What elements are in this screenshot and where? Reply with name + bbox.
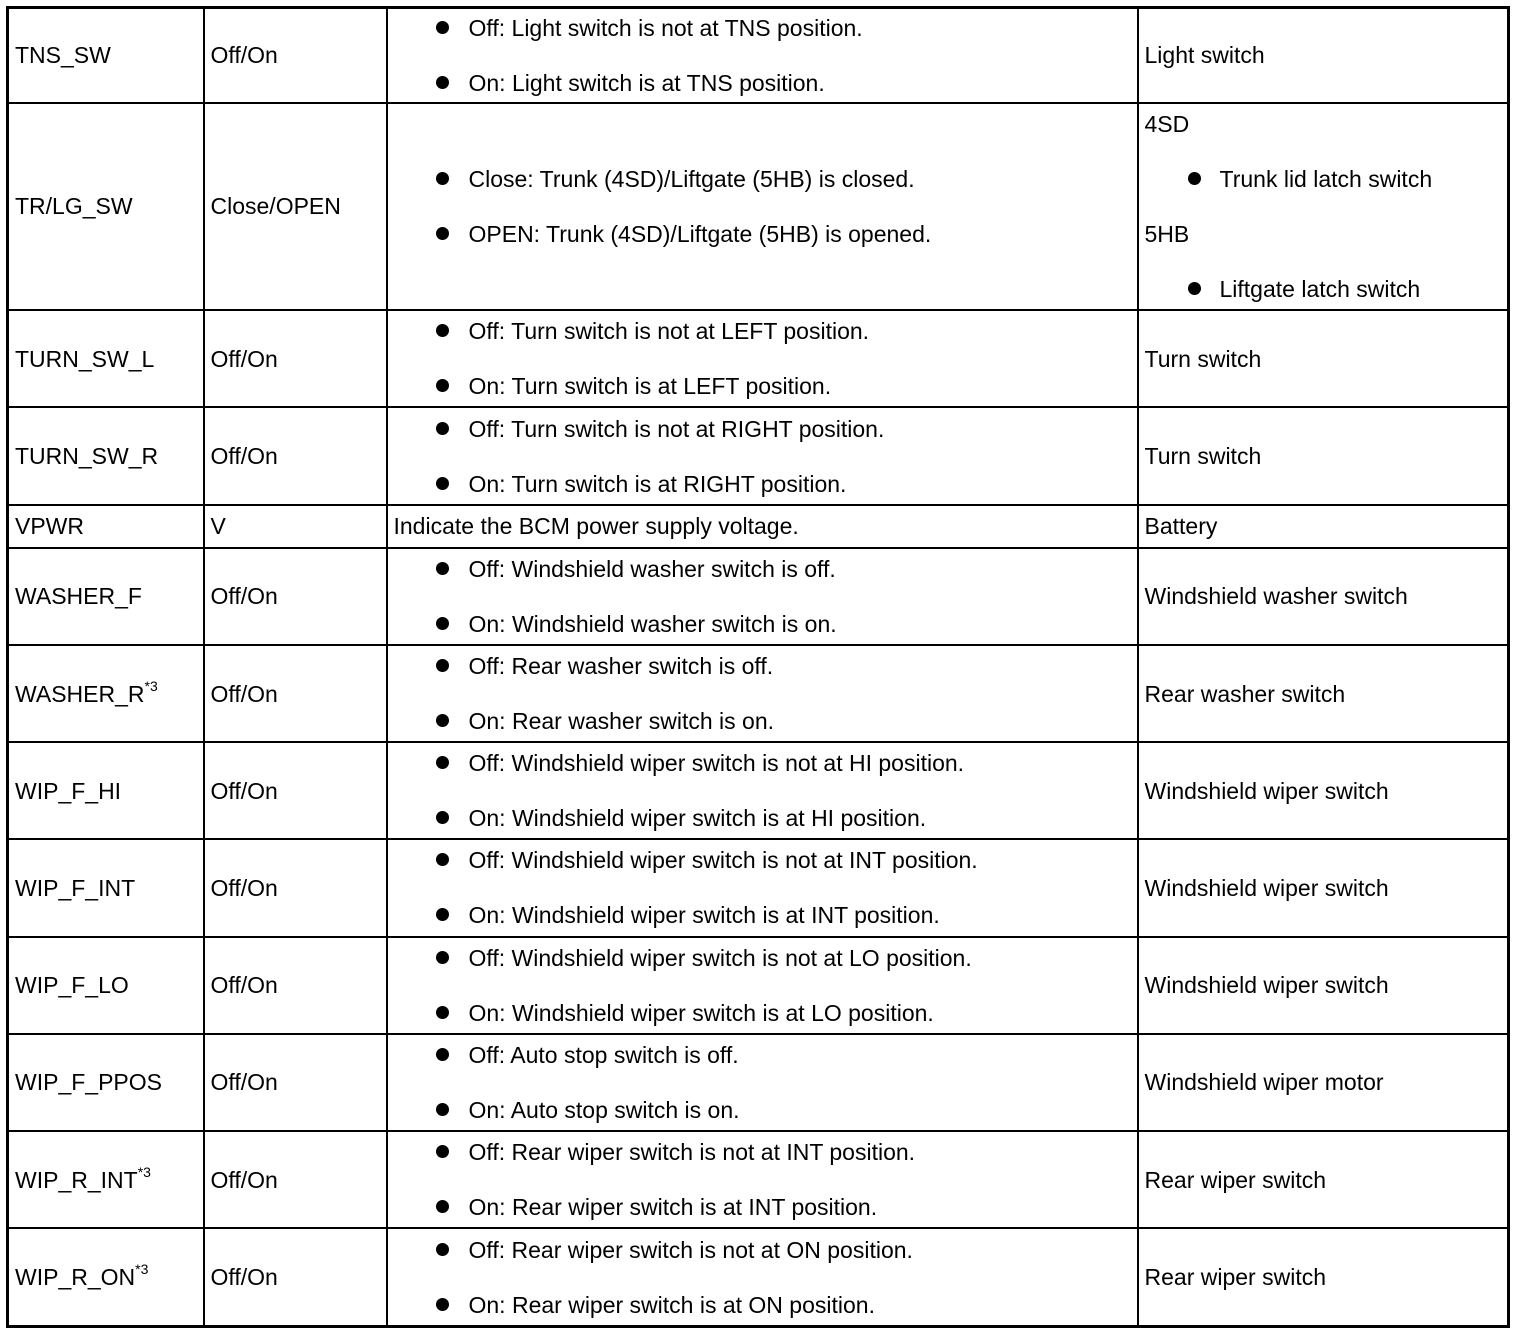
description-text: Close: Trunk (4SD)/Liftgate (5HB) is closed. [468, 165, 915, 192]
value-cell [204, 839, 387, 936]
location-cell [1138, 103, 1509, 310]
value-range: Off/On [210, 680, 278, 707]
value-cell [204, 1034, 387, 1131]
description-list [394, 166, 1131, 247]
list-item [394, 556, 1131, 582]
item-cell [8, 1034, 204, 1131]
bullet-icon [436, 477, 449, 490]
bullet-icon [436, 1298, 449, 1311]
location-text: Windshield wiper switch [1144, 972, 1389, 999]
table-row [8, 548, 1509, 645]
bullet-icon [436, 1048, 449, 1061]
item-cell [8, 1131, 204, 1228]
bullet-icon [436, 1200, 449, 1213]
bullet-icon [436, 76, 449, 89]
description-text: On: Turn switch is at LEFT position. [468, 373, 832, 400]
description-text: Off: Windshield wiper switch is not at LO position. [468, 944, 972, 971]
item-cell [8, 505, 204, 548]
description-list [394, 847, 1131, 928]
list-item [394, 653, 1131, 679]
location-text: Trunk lid latch switch [1219, 165, 1433, 192]
bullet-icon [436, 951, 449, 964]
location-list [1145, 276, 1502, 302]
description-text: On: Windshield wiper switch is at LO position. [468, 999, 934, 1026]
item-name: WIP_F_INT [15, 874, 136, 901]
description-cell [387, 1034, 1138, 1131]
table-row [8, 1131, 1509, 1228]
list-item [394, 221, 1131, 247]
description-list [394, 653, 1131, 734]
description-list [394, 556, 1131, 637]
list-item [394, 1139, 1131, 1165]
table-row [8, 505, 1509, 548]
item-name: WASHER_F [15, 583, 142, 610]
item-name: TNS_SW [15, 42, 111, 69]
item-name: WIP_F_PPOS [15, 1069, 162, 1096]
bullet-icon [436, 714, 449, 727]
location-cell [1138, 937, 1509, 1034]
location-group-label: 5HB [1144, 220, 1190, 247]
location-cell [1138, 407, 1509, 504]
item-name: WIP_F_LO [15, 972, 129, 999]
description-cell [387, 8, 1138, 103]
bullet-icon [436, 1103, 449, 1116]
bullet-icon [436, 1006, 449, 1019]
item-name: WIP_R_INT [15, 1166, 138, 1193]
bullet-icon [436, 1145, 449, 1158]
description-list [394, 1139, 1131, 1220]
item-cell [8, 742, 204, 839]
bullet-icon [436, 324, 449, 337]
location-text: Rear wiper switch [1144, 1264, 1326, 1291]
value-cell [204, 645, 387, 742]
list-item [394, 1042, 1131, 1068]
value-cell [204, 742, 387, 839]
list-item [394, 1237, 1131, 1263]
table-row [8, 1228, 1509, 1326]
value-cell [204, 310, 387, 407]
bullet-icon [436, 227, 449, 240]
value-range: Off/On [210, 972, 278, 999]
value-range: Off/On [210, 443, 278, 469]
description-text: On: Light switch is at TNS position. [468, 69, 825, 96]
location-text: Light switch [1144, 42, 1265, 69]
list-item [394, 1000, 1131, 1026]
description-cell [387, 645, 1138, 742]
value-range: Close/OPEN [210, 193, 341, 220]
value-cell [204, 8, 387, 103]
description-cell [387, 407, 1138, 504]
description-list [394, 750, 1131, 831]
description-cell [387, 310, 1138, 407]
list-item [394, 750, 1131, 776]
value-range: Off/On [210, 583, 278, 610]
table-body [8, 8, 1509, 1327]
data-monitor-table [6, 6, 1510, 1328]
location-text: Rear wiper switch [1144, 1166, 1326, 1193]
location-group [1145, 221, 1502, 302]
bullet-icon [436, 659, 449, 672]
value-range: Off/On [210, 42, 278, 69]
description-text: Off: Windshield washer switch is off. [468, 555, 836, 582]
table-row [8, 310, 1509, 407]
item-name: TR/LG_SW [15, 193, 133, 220]
footnote-ref: *3 [144, 677, 158, 694]
bullet-icon [436, 756, 449, 769]
location-text: Windshield wiper motor [1144, 1069, 1384, 1096]
list-item [394, 1194, 1131, 1220]
description-text: On: Turn switch is at RIGHT position. [468, 470, 847, 497]
description-cell [387, 548, 1138, 645]
table-row [8, 8, 1509, 103]
description-cell [387, 103, 1138, 310]
list-item [394, 70, 1131, 96]
description-text: Off: Windshield wiper switch is not at HI position. [468, 750, 965, 777]
list-item [394, 471, 1131, 497]
description-text: Indicate the BCM power supply voltage. [393, 513, 799, 540]
description-list [394, 1042, 1131, 1123]
bullet-icon [1188, 172, 1201, 185]
location-text: Windshield wiper switch [1144, 777, 1389, 804]
bullet-icon [436, 617, 449, 630]
description-text: Off: Rear wiper switch is not at ON position. [468, 1236, 913, 1263]
description-text: Off: Light switch is not at TNS position. [468, 14, 863, 41]
description-text: On: Windshield wiper switch is at INT position. [468, 902, 940, 929]
list-item [394, 416, 1131, 442]
location-cell [1138, 548, 1509, 645]
list-item [394, 945, 1131, 971]
value-range: V [210, 513, 226, 540]
location-cell [1138, 1131, 1509, 1228]
item-cell [8, 310, 204, 407]
list-item [394, 166, 1131, 192]
list-item [394, 902, 1131, 928]
description-list [394, 318, 1131, 399]
location-text: Turn switch [1144, 345, 1262, 372]
location-text: Turn switch [1144, 443, 1262, 469]
item-cell [8, 407, 204, 504]
location-text: Windshield wiper switch [1144, 874, 1389, 901]
list-item [394, 15, 1131, 41]
list-item [394, 373, 1131, 399]
location-cell [1138, 310, 1509, 407]
item-cell [8, 937, 204, 1034]
location-cell [1138, 839, 1509, 936]
location-cell [1138, 1034, 1509, 1131]
description-cell [387, 1228, 1138, 1326]
location-text: Windshield washer switch [1144, 583, 1408, 610]
description-text: On: Rear washer switch is on. [468, 708, 775, 735]
location-cell [1138, 8, 1509, 103]
description-text: OPEN: Trunk (4SD)/Liftgate (5HB) is opened. [468, 220, 932, 247]
description-cell [387, 742, 1138, 839]
location-cell [1138, 1228, 1509, 1326]
list-item [394, 847, 1131, 873]
footnote-ref: *3 [137, 1163, 151, 1180]
description-cell [387, 505, 1138, 548]
description-cell [387, 1131, 1138, 1228]
item-name: TURN_SW_L [15, 345, 155, 372]
item-cell [8, 1228, 204, 1326]
value-range: Off/On [210, 1166, 278, 1193]
list-item [394, 318, 1131, 344]
item-cell [8, 548, 204, 645]
description-text: Off: Windshield wiper switch is not at INT position. [468, 847, 978, 874]
bullet-icon [436, 422, 449, 435]
bullet-icon [436, 562, 449, 575]
location-cell [1138, 645, 1509, 742]
location-text: Liftgate latch switch [1219, 275, 1421, 302]
bullet-icon [1188, 282, 1201, 295]
list-item [394, 708, 1131, 734]
bullet-icon [436, 1243, 449, 1256]
description-text: On: Rear wiper switch is at ON position. [468, 1291, 875, 1318]
value-cell [204, 1131, 387, 1228]
item-cell [8, 103, 204, 310]
item-cell [8, 8, 204, 103]
list-item [394, 1097, 1131, 1123]
list-item [1145, 166, 1502, 192]
item-name: VPWR [15, 513, 84, 540]
table-row [8, 645, 1509, 742]
bullet-icon [436, 21, 449, 34]
location-group [1145, 111, 1502, 192]
item-name: WIP_F_HI [15, 777, 122, 804]
table-row [8, 103, 1509, 310]
bullet-icon [436, 379, 449, 392]
table-row [8, 742, 1509, 839]
value-range: Off/On [210, 345, 278, 372]
value-cell [204, 1228, 387, 1326]
description-text: On: Rear wiper switch is at INT position. [468, 1194, 878, 1221]
item-cell [8, 645, 204, 742]
table-row [8, 1034, 1509, 1131]
value-range: Off/On [210, 1264, 278, 1291]
description-text: Off: Auto stop switch is off. [468, 1041, 739, 1068]
value-range: Off/On [210, 1069, 278, 1096]
description-text: On: Auto stop switch is on. [468, 1096, 740, 1123]
description-text: Off: Rear washer switch is off. [468, 653, 774, 680]
location-group-label: 4SD [1144, 110, 1190, 137]
value-cell [204, 548, 387, 645]
description-list [394, 1237, 1131, 1318]
bullet-icon [436, 172, 449, 185]
item-name: WASHER_R [15, 680, 145, 707]
table-row [8, 839, 1509, 936]
footnote-ref: *3 [135, 1261, 149, 1278]
description-text: Off: Turn switch is not at RIGHT position. [468, 415, 885, 442]
value-cell [204, 407, 387, 504]
description-text: Off: Turn switch is not at LEFT position. [468, 318, 870, 345]
location-cell [1138, 742, 1509, 839]
location-text: Battery [1144, 513, 1218, 540]
item-name: TURN_SW_R [15, 443, 159, 469]
item-cell [8, 839, 204, 936]
value-range: Off/On [210, 874, 278, 901]
value-cell [204, 505, 387, 548]
description-cell [387, 839, 1138, 936]
bullet-icon [436, 853, 449, 866]
description-list [394, 416, 1131, 497]
list-item [394, 805, 1131, 831]
list-item [1145, 276, 1502, 302]
value-cell [204, 937, 387, 1034]
description-list [394, 945, 1131, 1026]
bullet-icon [436, 908, 449, 921]
location-list [1145, 166, 1502, 192]
description-cell [387, 937, 1138, 1034]
location-cell [1138, 505, 1509, 548]
item-name: WIP_R_ON [15, 1264, 136, 1291]
description-text: On: Windshield wiper switch is at HI position. [468, 805, 927, 832]
table-row [8, 407, 1509, 504]
description-text: On: Windshield washer switch is on. [468, 610, 837, 637]
description-text: Off: Rear wiper switch is not at INT position. [468, 1139, 916, 1166]
table-row [8, 937, 1509, 1034]
bullet-icon [436, 811, 449, 824]
list-item [394, 611, 1131, 637]
location-text: Rear washer switch [1144, 680, 1346, 707]
list-item [394, 1292, 1131, 1318]
value-range: Off/On [210, 777, 278, 804]
value-cell [204, 103, 387, 310]
description-list [394, 15, 1131, 96]
